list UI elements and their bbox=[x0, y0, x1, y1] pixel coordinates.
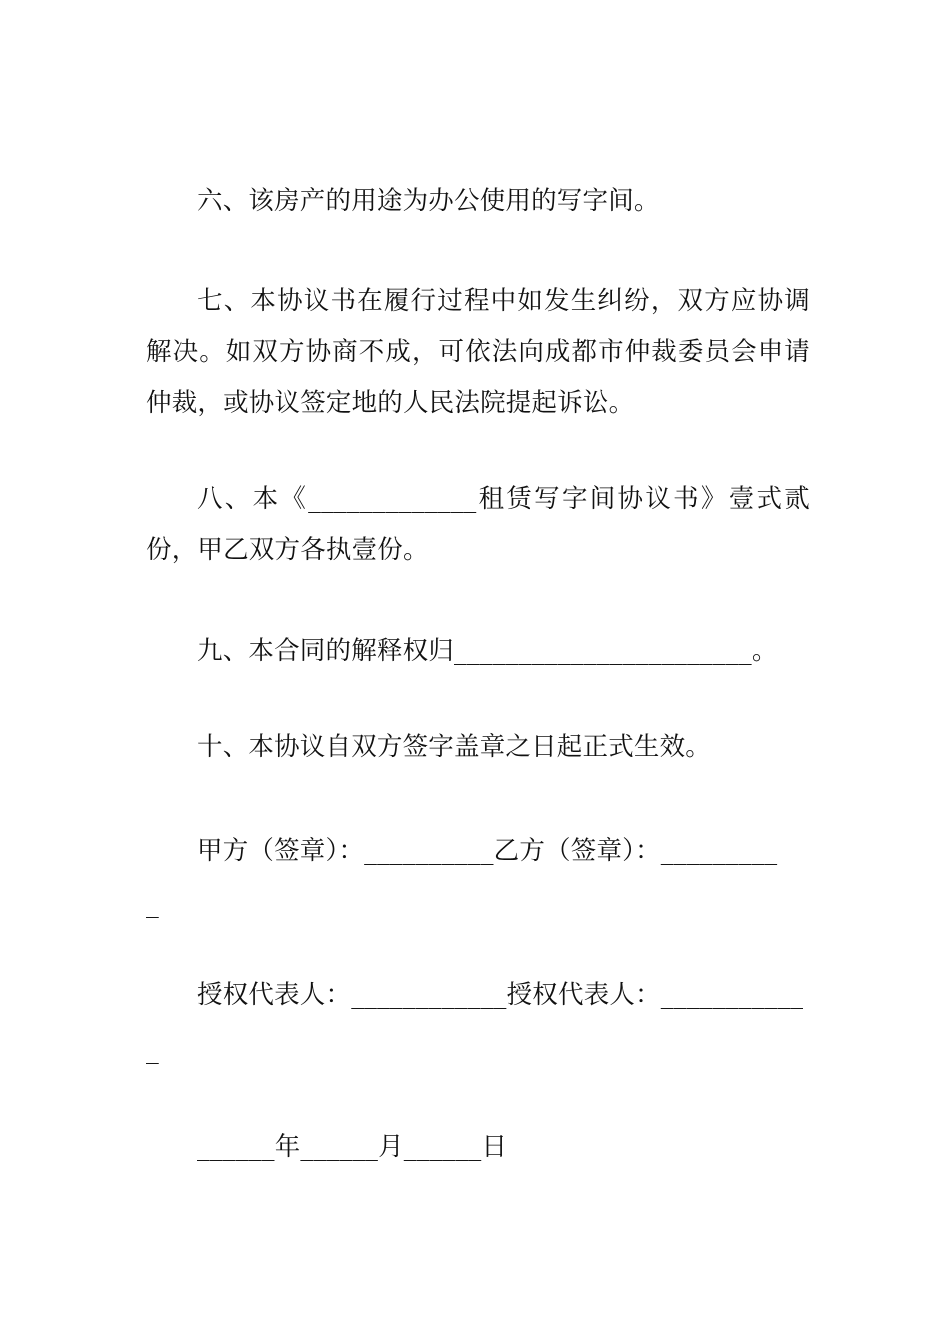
clause-ten: 十、本协议自双方签字盖章之日起正式生效。 bbox=[197, 732, 712, 762]
party-seal-line-tail: _ bbox=[146, 889, 159, 919]
authorized-representative-line: 授权代表人：____________授权代表人：___________ bbox=[197, 980, 804, 1010]
clause-seven: 七、本协议书在履行过程中如发生纠纷，双方应协调解决。如双方协商不成，可依法向成都市仲裁委员会申请仲裁，或协议签定地的人民法院提起诉讼。 bbox=[146, 286, 810, 418]
clause-nine: 九、本合同的解释权归_______________________。 bbox=[197, 636, 778, 666]
party-seal-line: 甲方（签章）：__________乙方（签章）：_________ bbox=[197, 836, 778, 866]
clause-eight: 八、本《_____________租赁写字间协议书》壹式贰份，甲乙双方各执壹份。 bbox=[146, 484, 810, 565]
clause-six: 六、该房产的用途为办公使用的写字间。 bbox=[197, 186, 660, 216]
authorized-representative-line-tail: _ bbox=[146, 1035, 159, 1065]
signing-date-line: ______年______月______日 bbox=[197, 1132, 508, 1162]
